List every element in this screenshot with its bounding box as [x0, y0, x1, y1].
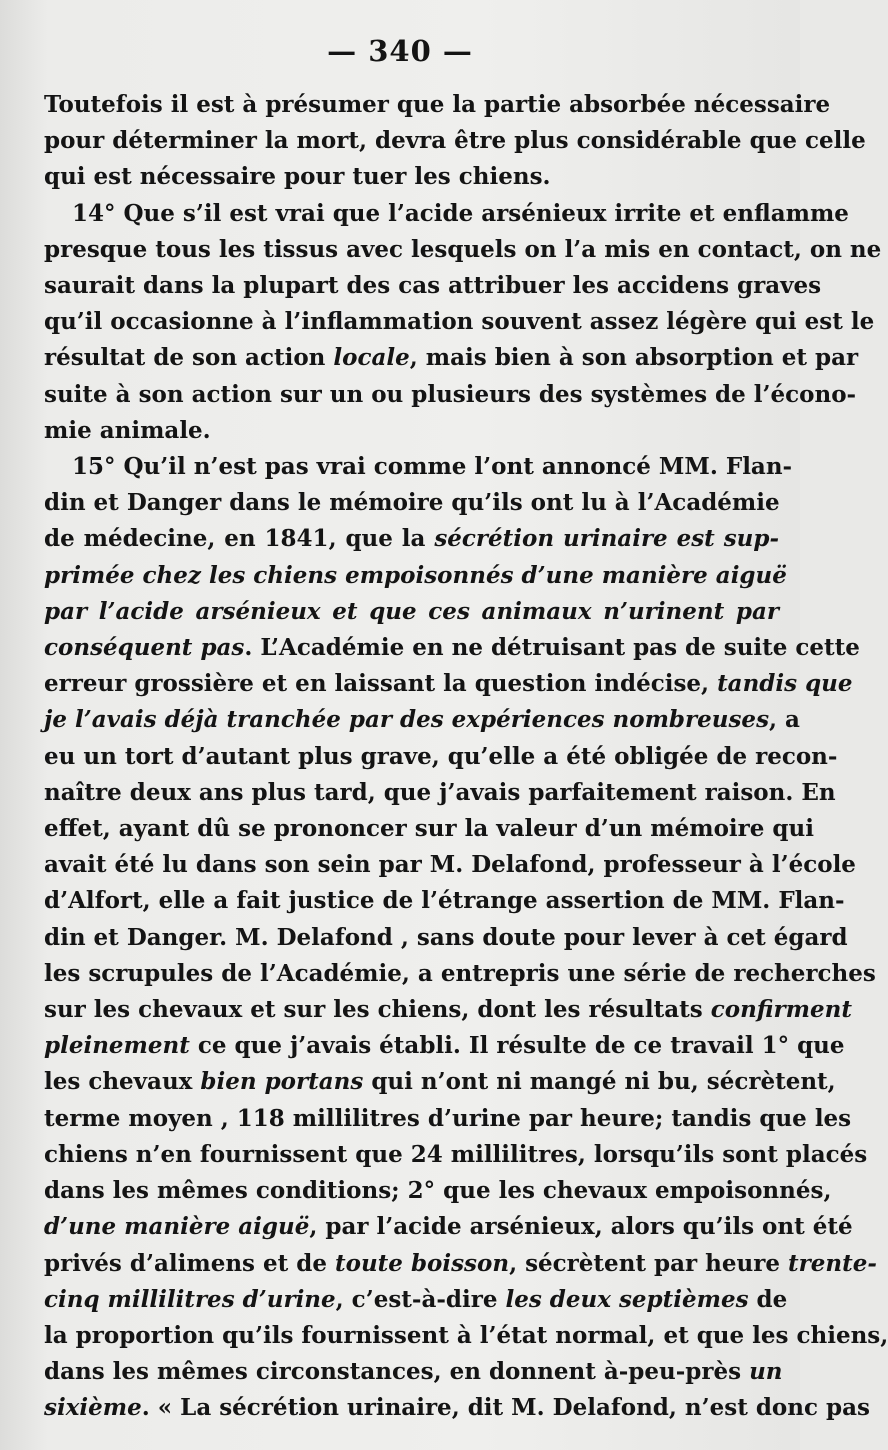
text-line: dans les mêmes conditions; 2° que les chevaux empoisonnés,: [44, 1177, 832, 1205]
text-line: les scrupules de l’Académie, a entrepris une série de recherches: [44, 959, 876, 987]
text-line: conséquent pas. L’Académie en ne détruisant pas de suite cette: [44, 634, 860, 662]
text-line: cinq millilitres d’urine, c’est-à-dire les deux septièmes de: [44, 1285, 788, 1313]
text-line: sur les chevaux et sur les chiens, dont les résultats confirment: [44, 996, 852, 1024]
text-line: saurait dans la plupart des cas attribuer les accidens graves: [44, 272, 822, 300]
text-line: résultat de son action locale, mais bien à son absorption et par: [44, 344, 859, 372]
text-line: effet, ayant dû se prononcer sur la valeur d’un mémoire qui: [44, 815, 814, 843]
text-line: pour déterminer la mort, devra être plus considérable que celle: [44, 127, 866, 155]
text-line: presque tous les tissus avec lesquels on l’a mis en contact, on ne: [44, 235, 882, 263]
text-line: d’Alfort, elle a fait justice de l’étrange assertion de MM. Flan-: [44, 887, 845, 915]
body-text: [44, 87, 888, 1427]
text-line: privés d’alimens et de toute boisson, sécrètent par heure trente-: [44, 1249, 877, 1277]
text-line: Toutefois il est à présumer que la partie absorbée nécessaire: [44, 91, 831, 118]
text-line: sixième. « La sécrétion urinaire, dit M. Delafond, n’est donc pas: [44, 1394, 870, 1422]
text-line: 15° Qu’il n’est pas vrai comme l’ont annoncé MM. Flan-: [72, 453, 793, 481]
text-line: je l’avais déjà tranchée par des expériences nombreuses, a: [44, 706, 800, 734]
text-line: qui est nécessaire pour tuer les chiens.: [44, 163, 551, 191]
text-line: les chevaux bien portans qui n’ont ni mangé ni bu, sécrètent,: [44, 1068, 836, 1096]
text-line: 14° Que s’il est vrai que l’acide arsénieux irrite et enflamme: [72, 199, 849, 227]
text-line: dans les mêmes circonstances, en donnent à-peu-près un: [44, 1358, 783, 1386]
page-number: — 340 —: [327, 34, 473, 68]
text-line: terme moyen , 118 millilitres d’urine par heure; tandis que les: [44, 1104, 852, 1132]
text-line: chiens n’en fournissent que 24 millilitres, lorsqu’ils sont placés: [44, 1140, 868, 1168]
text-line: mie animale.: [44, 416, 211, 444]
text-line: avait été lu dans son sein par M. Delafond, professeur à l’école: [44, 851, 856, 879]
text-line: suite à son action sur un ou plusieurs des systèmes de l’écono-: [44, 380, 857, 408]
text-line: din et Danger. M. Delafond , sans doute pour lever à cet égard: [44, 923, 848, 951]
text-line: d’une manière aiguë, par l’acide arsénieux, alors qu’ils ont été: [44, 1213, 853, 1241]
text-line: pleinement ce que j’avais établi. Il résulte de ce travail 1° que: [44, 1032, 845, 1060]
text-line: primée chez les chiens empoisonnés d’une manière aiguë: [44, 561, 787, 589]
text-line: par l’acide arsénieux et que ces animaux n’urinent par: [44, 597, 779, 625]
text-line: naître deux ans plus tard, que j’avais parfaitement raison. En: [44, 778, 836, 806]
text-line: de médecine, en 1841, que la sécrétion urinaire est sup-: [44, 525, 779, 553]
text-line: eu un tort d’autant plus grave, qu’elle a été obligée de recon-: [44, 742, 838, 770]
text-line: erreur grossière et en laissant la question indécise, tandis que: [44, 670, 853, 698]
text-line: din et Danger dans le mémoire qu’ils ont lu à l’Académie: [44, 489, 780, 517]
text-line: la proportion qu’ils fournissent à l’état normal, et que les chiens,: [44, 1321, 888, 1349]
text-line: qu’il occasionne à l’inflammation souvent assez légère qui est le: [44, 308, 875, 336]
